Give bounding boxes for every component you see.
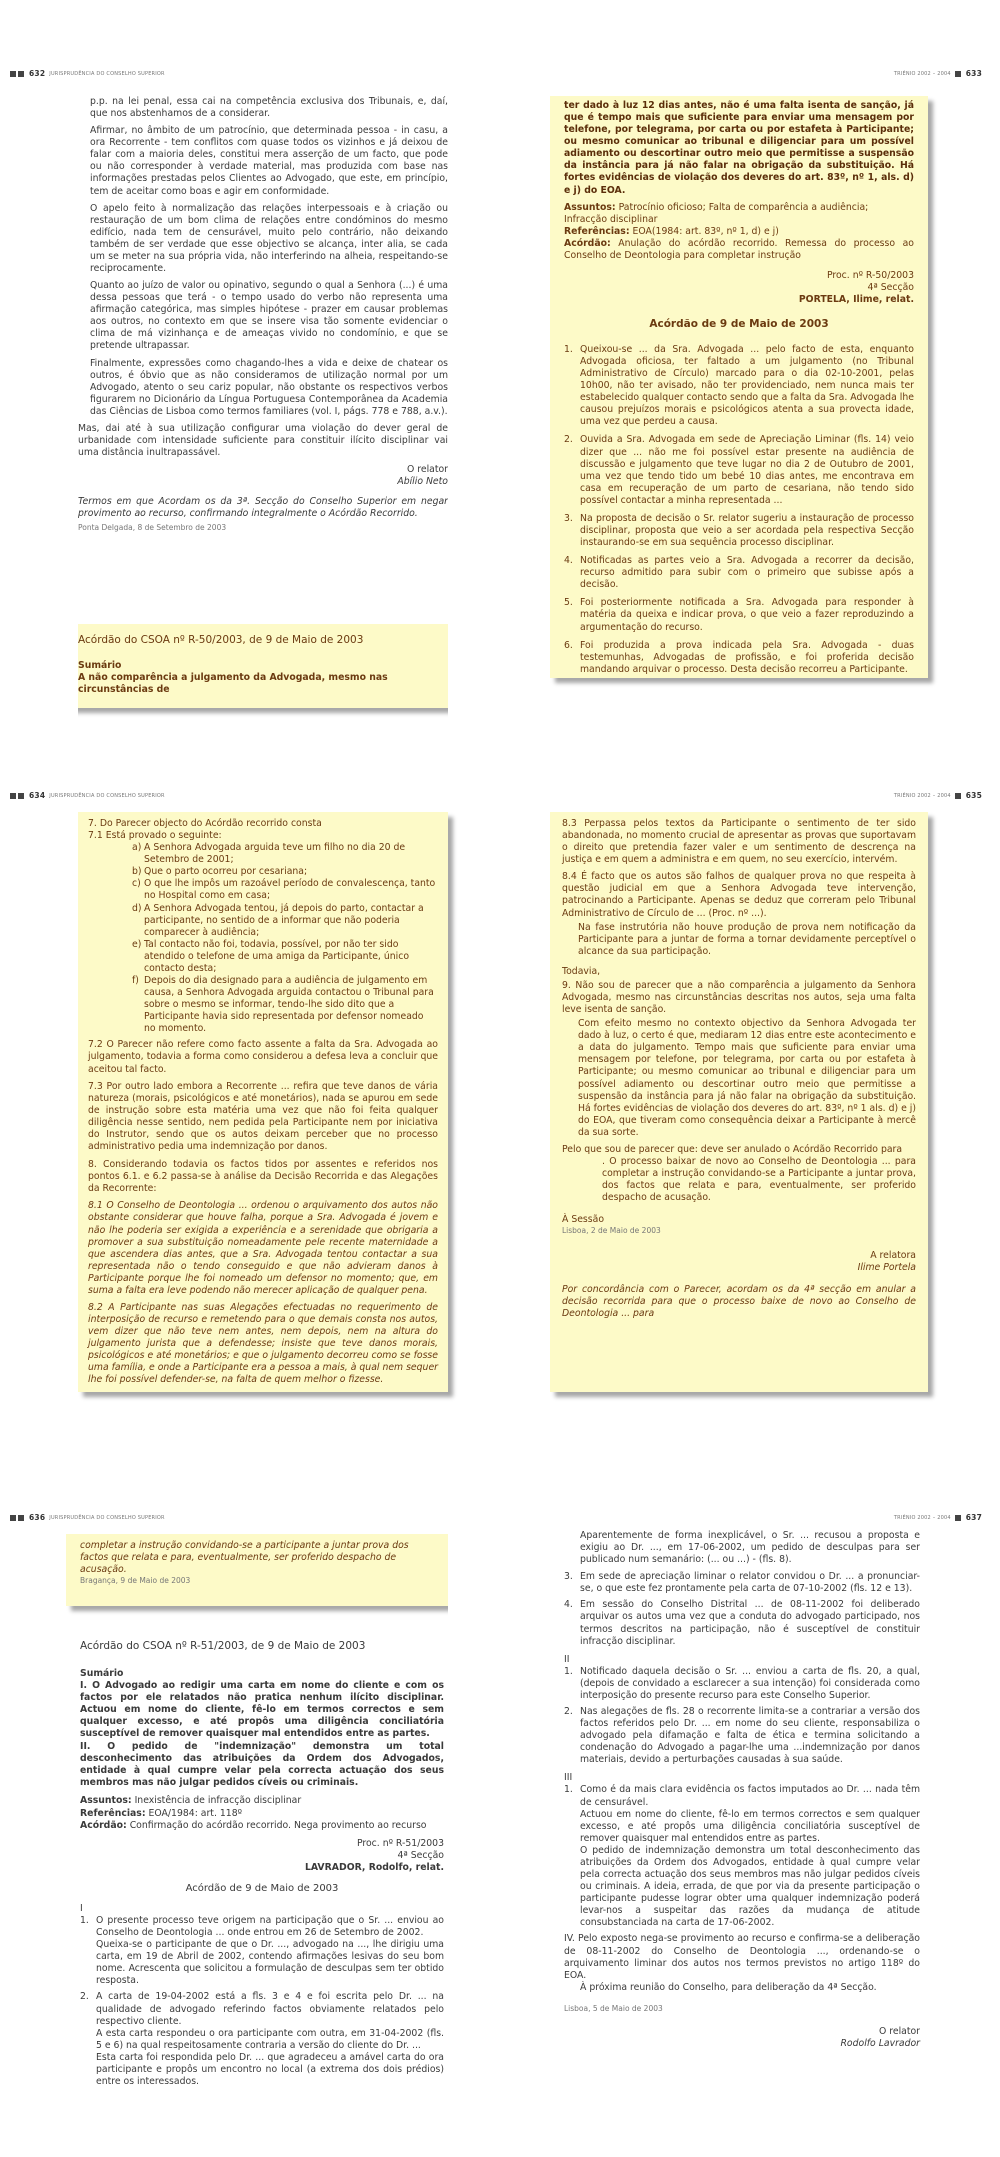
facts-list [564, 344, 914, 676]
relator: PORTELA, Ilime, relat. [798, 294, 914, 306]
header-square-icon [955, 793, 961, 799]
place-date: Lisboa, 2 de Maio de 2003 [562, 1226, 661, 1236]
place-date: Bragança, 9 de Maio de 2003 [80, 1576, 191, 1586]
spread-636-637 [0, 1512, 1000, 2157]
acordao-value: Anulação do acórdão recorrido. Remessa do processo ao Conselho de Deontologia para completar instrução [564, 237, 914, 261]
section-roman: I [80, 1902, 83, 1914]
paragraph: Na fase instrutória não houve produção de prova nem notificação da Participante para a juntar de forma a tornar devidamente perceptível o alcance da sua participação. [578, 921, 916, 957]
seccao: 4ª Secção [867, 282, 914, 294]
acordao-title: Acórdão de 9 de Maio de 2003 [185, 1882, 339, 1894]
assuntos-label: Assuntos: [564, 201, 616, 213]
page-637 [550, 1530, 928, 2150]
refs-label: Referências: [80, 1807, 146, 1819]
summary-text: II. O pedido de "indemnização" demonstra um total desconhecimento das atribuições da Ordem dos Advogados, entidade à qual cumpre velar pela correcta actuação dos seus membros mas não julgar pedidos cíveis ou criminais. [80, 1741, 444, 1789]
assuntos-line [80, 1795, 444, 1807]
paragraph: Todavia, [562, 965, 601, 977]
page-number: 635 [965, 791, 982, 801]
paragraph: Finalmente, expressões como chagando-lhes a vida e deixe de chatear os outros, é óbvio que as não consideramos de utilização normal por um Advogado, atento o seu cariz popular, não obstante os respectivos verbos figurarem no Dicionário da Língua Portuguesa Contemporânea da Academia das Ciências de Lisboa como termos familiares (vol. I, págs. 778 e 788, a.v.). [90, 357, 448, 417]
paragraph: Pelo que sou de parecer que: deve ser anulado o Acórdão Recorrido para [562, 1143, 903, 1155]
running-header-left [10, 1512, 165, 1524]
list-item: 1. O presente processo teve origem na participação que o Sr. ... enviou ao Conselho de Deontologia ... onde entrou em 26 de Setembro de 2002. Queixa-se o participante de que o Dr. ..., advogado na ..., lhe dirigiu uma carta, em 19 de Abril de 2002, contendo afirmações lesivas do seu bom nome. Acrescenta que solicitou a formulação de desculpas sem ter obtido resposta. [80, 1914, 444, 1987]
running-period: TRIÉNIO 2002 – 2004 [893, 792, 951, 799]
list-item: c) O que lhe impôs um razoável período de convalescença, tanto no Hospital como em casa; [132, 878, 436, 902]
list-item: 1. Como é da mais clara evidência os factos imputados ao Dr. ... nada têm de censurável. Actuou em nome do cliente, fê-lo em termos correctos e sem qualquer excesso, e até propôs uma diligência conciliatória susceptível de remover quaisquer mal entendidos entre as partes. O pedido de indemnização demonstra um total desconhecimento das atribuições da Ordem dos Advogados, entidade à qual cumpre velar pela correcta actuação dos seus membros mas não julgar pedidos cíveis ou criminais. A ideia, errada, de que por via da presente participação o participante pudesse lograr obter uma qualquer indemnização poderá levar-nos a suspeitar das razões da mudança de atitude consubstanciada na carta de 17-06-2002. [564, 1784, 920, 1929]
acordao-line [564, 238, 914, 262]
paragraph: Mas, dai até à sua utilização configurar uma violação do dever geral de urbanidade com intensidade suficiente para constituir ilícito disciplinar vai uma distância inultrapassável. [78, 422, 448, 459]
section-heading: 7. Do Parecer objecto do Acórdão recorrido consta [88, 818, 322, 829]
summary-box [78, 624, 448, 708]
closing-decision: Por concordância com o Parecer, acordam os da 4ª secção em anular a decisão recorrida para que o processo baixe de novo ao Conselho de Deontologia ... para [562, 1284, 916, 1320]
paragraph: 8. Considerando todavia os factos tidos por assentes e referidos nos pontos 6.1. e 6.2 passa-se à análise da Decisão Recorrida e das Alegações da Recorrente: [88, 1159, 438, 1195]
proc-number: Proc. nº R-50/2003 [826, 270, 914, 282]
page-number: 632 [29, 69, 46, 79]
section-roman: III [564, 1772, 573, 1784]
header-square-icon [18, 793, 24, 799]
conclusion: IV. Pelo exposto nega-se provimento ao recurso e confirma-se a deliberação de 08-11-2002 do Conselho de Deontologia ..., ordenando-se o arquivamento liminar dos autos nos termos previstos no artigo 118º do EOA. À próxima reunião do Conselho, para deliberação da 4ª Secção. [564, 1933, 920, 1993]
acordao-label: Acórdão: [564, 237, 611, 249]
closing-decision: Termos em que Acordam os da 3ª. Secção do Conselho Superior em negar provimento ao recurso, confirmando integralmente o Acórdão Recorrido. [78, 496, 448, 520]
page-633 [550, 96, 928, 678]
proc-number: Proc. nº R-51/2003 [356, 1837, 444, 1849]
list-item: 1. Queixou-se ... da Sra. Advogada ... pelo facto de esta, enquanto Advogada oficiosa, ter faltado a um julgamento (no Tribunal Administrativo de Círculo) marcado para o dia 02-10-2001, pelas 10h00, não ter avisado, não ter providenciado, nem nunca mais ter estabelecido qualquer contacto sendo que a falta da Sra. Advogada lhe causou prejuízos morais e psicológicos atenta a sua provecta idade, uma vez que perdeu a causa. [564, 343, 914, 428]
page-number: 636 [29, 1513, 46, 1523]
page-635 [550, 812, 928, 1392]
summary-heading: Sumário [78, 659, 122, 671]
list-item: 2. Nas alegações de fls. 28 o recorrente limita-se a contrariar a versão dos factos referidos pelo Dr. ... em nome do seu cliente, responsabiliza o advogado pela difamação e falta de ética e termina solicitando a condenação do Advogado a pagar-lhe uma ...indemnização por danos materiais, devido a perturbações causadas à sua saúde. [564, 1706, 920, 1766]
acordao-label: Acórdão: [80, 1819, 127, 1831]
refs-label: Referências: [564, 225, 630, 237]
acordao-title: Acórdão de 9 de Maio de 2003 [649, 318, 829, 331]
summary-text: I. O Advogado ao redigir uma carta em nome do cliente e com os factos por ele relatados não pratica nenhum ilícito disciplinar. Actuou em nome do cliente, fê-lo em termos correctos e sem qualquer excesso, e até propôs uma diligência conciliatória susceptível de remover quaisquer mal entendidos entre as partes. [80, 1679, 444, 1740]
list-item: f) Depois do dia designado para a audiência de julgamento em causa, a Senhora Advogada arguida contactou o Tribunal para sobre o mesmo se informar, tendo-lhe sido dito que a Participante havia sido representada por defensor nomeado no momento. [132, 975, 434, 1035]
paragraph: O apelo feito à normalização das relações interpessoais e à criação ou restauração de um bom clima de relações entre condóminos do mesmo edifício, nada tem de censurável, muito pelo contrário, não deixando também de ser verdade que esse objectivo se alcança, inter alia, se cada um se meter na sua própria vida, não interferindo na alheia, respeitando-se reciprocamente. [90, 202, 448, 275]
list-item: b) Que o parto ocorreu por cesariana; [132, 866, 308, 878]
paragraph: Afirmar, no âmbito de um patrocínio, que determinada pessoa - in casu, a ora Recorrente - tem conflitos com quase todos os vizinhos e já deixou de falar com a maioria deles, constitui mera asserção de um facto, que pode ou não corresponder à verdade material, mas produzida com base nas informações prestadas pelos Clientes ao Advogado, que este, em princípio, tem de aceitar como boas e agir em conformidade. [90, 125, 448, 197]
running-header-left [10, 790, 165, 802]
list-item: 5. Foi posteriormente notificada a Sra. Advogada para responder à matéria da queixa e indicar prova, o que veio a fazer reproduzindo a argumentação do recurso. [564, 597, 914, 633]
paragraph: 8.1 O Conselho de Deontologia ... ordenou o arquivamento dos autos não obstante considerar que houve falha, porque a Sra. Advogada é jovem e não lhe poderia ser exigida a experiência e a serenidade que obrigaria a promover a sua substituição nomeadamente pele recente maternidade a que ascendera dias antes, que a Sra. Advogada tentou contactar a sua representada não o tendo conseguido e que não advieram danos à Participante porque lhe foi nomeado um defensor no momento; que, em suma a falta era leve podendo não merecer aplicação de qualquer pena. [88, 1200, 438, 1296]
relatora-label: A relatora [870, 1250, 916, 1262]
running-title: JURISPRUDÊNCIA DO CONSELHO SUPERIOR [49, 1514, 165, 1521]
section-heading: 7.1 Está provado o seguinte: [88, 830, 222, 842]
acordao-value: Confirmação do acórdão recorrido. Nega provimento ao recurso [129, 1819, 427, 1831]
list-item: 2. A carta de 19-04-2002 está a fls. 3 e 4 e foi escrita pelo Dr. ... na qualidade de advogado referindo factos obviamente relatados pelo respectivo cliente. A esta carta respondeu o ora participante com outra, em 31-04-2002 (fls. 5 e 6) na qual respeitosamente contraria a versão do cliente do Dr. ... Esta carta foi respondida pelo Dr. ... que agradeceu a amável carta do ora participante e propôs um encontro no local (a extrema dos dois prédios) entre os interessados. [80, 1991, 444, 2087]
header-square-icon [18, 71, 24, 77]
running-title: JURISPRUDÊNCIA DO CONSELHO SUPERIOR [49, 70, 165, 77]
assuntos-value: Patrocínio oficioso; Falta de comparência a audiência; Infracção disciplinar [564, 201, 869, 225]
running-period: TRIÉNIO 2002 – 2004 [893, 70, 951, 77]
running-period: TRIÉNIO 2002 – 2004 [893, 1514, 951, 1521]
page-number: 633 [965, 69, 982, 79]
refs-value: EOA/1984: art. 118º [148, 1807, 242, 1819]
relatora-name: Ilime Portela [857, 1262, 916, 1274]
page-number: 637 [965, 1513, 982, 1523]
list-item: 2. Ouvida a Sra. Advogada em sede de Apreciação Liminar (fls. 14) veio dizer que ... não me foi possível estar presente na audiência de discussão e julgamento que teve lugar no dia 2 de Outubro de 2001, uma vez que tendo tido um bebé 10 dias antes, me encontrava em casa em recuperação de um parto de cesariana, não tendo sido possível contactar a minha representada ... [564, 434, 914, 506]
continuation-text: completar a instrução convidando-se a participante a juntar prova dos factos que relata e para, eventualmente, ser proferido despacho de acusação. [80, 1540, 409, 1576]
continuation-box [66, 1534, 448, 1606]
paragraph: 9. Não sou de parecer que a não comparência a julgamento da Senhora Advogada, mesmo nas circunstâncias descritas nos autos, seja uma falta leve isenta de sanção. [562, 979, 916, 1016]
list-item: 4. Notificadas as partes veio a Sra. Advogada a recorrer da decisão, recurso admitido para subir com o primeiro que subisse após a decisão. [564, 555, 914, 591]
list-item: 1. Notificado daquela decisão o Sr. ... enviou a carta de fls. 20, a qual, (depois de convidado a esclarecer a sua intenção) foi considerada como interposição do presente recurso para este Conselho Superior. [564, 1665, 920, 1701]
spread-632-633 [0, 68, 1000, 768]
header-square-icon [10, 71, 16, 77]
section-roman: II [564, 1653, 570, 1665]
running-header-right [894, 68, 986, 80]
paragraph: Quanto ao juízo de valor ou opinativo, segundo o qual a Senhora (...) é uma dessa pessoas que terá - o tempo usado do verbo não representa uma afirmação categórica, mas simples hipótese - prazer em causar problemas aos outros, no contexto em que se insere visa tão somente evidenciar o clima de má vizinhança e de ameaças vivido no condomínio, e que se pretende ultrapassar. [90, 280, 448, 352]
place-date: Ponta Delgada, 8 de Setembro de 2003 [78, 522, 227, 532]
refs-value: EOA(1984: art. 83º, nº 1, d) e j) [632, 225, 779, 237]
refs-line [564, 226, 914, 238]
list-item: 6. Foi produzida a prova indicada pela Sra. Advogada - duas testemunhas, Advogadas de profissão, e foi proferida decisão mandando arquivar o processo. Desta decisão recorreu a Participante. [564, 639, 914, 675]
assuntos-label: Assuntos: [80, 1795, 132, 1807]
acordao-line [80, 1820, 444, 1832]
seccao: 4ª Secção [397, 1849, 444, 1861]
relator-name: Abílio Neto [397, 476, 448, 488]
proven-facts-list [132, 842, 438, 1035]
header-square-icon [10, 793, 16, 799]
session-label: À Sessão [562, 1214, 605, 1226]
summary-continuation: ter dado à luz 12 dias antes, não é uma falta isenta de sanção, já que é tempo mais que suficiente para enviar uma mensagem por telefone, por telegrama, por carta ou por estafeta à Participante; ou mesmo comunicar ao tribunal e diligenciar para um possível adiamento ou descortinar outro meio que permitisse a suspensão da instância para já não falar na obrigação da substituição. Há fortes evidências de violação dos deveres do art. 83º, nº 1, als. d) e j) do EOA. [564, 100, 914, 196]
list-item: 4. Em sessão do Conselho Distrital ... de 08-11-2002 foi deliberado arquivar os autos uma vez que a conduta do advogado participado, nos termos descritos na participação, não é susceptível de constituir infracção disciplinar. [564, 1599, 920, 1647]
assuntos-value: Inexistência de infracção disciplinar [134, 1795, 302, 1807]
paragraph: 8.4 É facto que os autos são falhos de qualquer prova no que respeita à questão judicial em que a Senhora Advogada teve intervenção, patrocinando a Participante. Apenas se deduz que correram pelo Tribunal Administrativo de Círculo de ... (Proc. nº ...). [562, 871, 916, 919]
header-square-icon [10, 1515, 16, 1521]
page-636 [66, 1534, 448, 2154]
list-item: 3. Na proposta de decisão o Sr. relator sugeriu a instauração de processo disciplinar, proposta que veio a ser acordada pela respectiva Secção instaurando-se em sua sequência processo disciplinar. [564, 512, 914, 549]
header-square-icon [955, 71, 961, 77]
list-item: d) A Senhora Advogada tentou, já depois do parto, contactar a participante, no sentido de a informar que não poderia comparecer à audiência; [132, 902, 424, 938]
page-632 [78, 96, 448, 736]
page-number: 634 [29, 791, 46, 801]
relator-label: O relator [406, 464, 448, 476]
running-header-right [894, 1512, 986, 1524]
paragraph: p.p. na lei penal, essa cai na competência exclusiva dos Tribunais, e, daí, que nos abstenhamos de a considerar. [90, 96, 448, 120]
paragraph: 8.3 Perpassa pelos textos da Participante o sentimento de ter sido abandonada, no momento crucial de apresentar as provas que suportavam o direito que pretendia fazer valer e um sentimento de descrença na justiça e em quem a administra e em quem, no seu exercício, intervém. [562, 818, 916, 866]
paragraph: Aparentemente de forma inexplicável, o Sr. ... recusou a proposta e exigiu ao Dr. ..., em 17-06-2002, um pedido de desculpas para ser publicado num semanário: (... ou ...) - (fls. 8). [580, 1530, 920, 1566]
summary-text: A não comparência a julgamento da Advogada, mesmo nas circunstâncias de [78, 671, 388, 695]
paragraph: Com efeito mesmo no contexto objectivo da Senhora Advogada ter dado à luz, o certo é que, mediaram 12 dias entre este acontecimento e a data do julgamento. Tempo mais que suficiente para enviar uma mensagem por telefone, por telegrama, por carta ou por estafeta à Participante; ou mesmo comunicar ao tribunal e diligenciar para um possível adiamento ou descortinar outro meio que permitisse a suspensão da instância para já não falar na obrigação da substituição. Há fortes evidências de violação dos deveres do art. 83º, nº 1 als. d) e j) do EOA, que tiveram como consequência deixar a Participante à mercê da sua sorte. [578, 1018, 916, 1138]
running-header-left [10, 68, 165, 80]
refs-line [80, 1808, 444, 1820]
relator-label: O relator [878, 2025, 920, 2037]
summary-heading: Sumário [80, 1667, 124, 1679]
page-634 [78, 812, 448, 1392]
assuntos-line [564, 202, 914, 226]
list-item: 3. Em sede de apreciação liminar o relator convidou o Dr. ... a pronunciar-se, o que este fez prontamente pela carta de 07-10-2002 (fls. 12 e 13). [564, 1571, 920, 1595]
running-title: JURISPRUDÊNCIA DO CONSELHO SUPERIOR [49, 792, 165, 799]
list-item: e) Tal contacto não foi, todavia, possível, por não ter sido atendido o telefone de uma amiga da Participante, único contacto desta; [132, 938, 410, 974]
paragraph: . O processo baixar de novo ao Conselho de Deontologia ... para completar a instrução convidando-se a Participante a juntar prova, dos factos que relata e para, eventualmente, ser proferido despacho de acusação. [602, 1156, 916, 1204]
list-item: a) A Senhora Advogada arguida teve um filho no dia 20 de Setembro de 2001; [132, 842, 406, 866]
paragraph: 7.2 O Parecer não refere como facto assente a falta da Sra. Advogada ao julgamento, todavia a forma como considerou a defesa leva a concluir que aceitou tal facto. [88, 1039, 438, 1075]
header-square-icon [955, 1515, 961, 1521]
running-header-right [894, 790, 986, 802]
relator-name: Rodolfo Lavrador [840, 2037, 920, 2049]
case-title: Acórdão do CSOA nº R-51/2003, de 9 de Maio de 2003 [80, 1640, 366, 1652]
paragraph: 8.2 A Participante nas suas Alegações efectuadas no requerimento de interposição de recurso e remetendo para o que demais consta nos autos, vem dizer que não teve nem antes, nem depois, nem na altura do julgamento jurista que a defendesse; insiste que teve danos morais, psicológicos e até monetários; e que o julgamento decorreu como se fosse uma família, e onde a Participante era a pessoa a mais, à qual nem sequer lhe foi possível defender-se, na falta de quem melhor o fizesse. [88, 1301, 438, 1386]
spread-634-635 [0, 790, 1000, 1490]
paragraph: 7.3 Por outro lado embora a Recorrente ... refira que teve danos de vária natureza (morais, psicológicos e até monetários), nada se apurou em sede de instrução sobre esta matéria uma vez que não foi feita qualquer diligência nesse sentido, nem pedida pela Participante nem por iniciativa do Instrutor, sendo que os autos deixam perceber que no processo administrativo pedia uma indemnização por danos. [88, 1080, 438, 1153]
relator: LAVRADOR, Rodolfo, relat. [304, 1861, 444, 1873]
header-square-icon [18, 1515, 24, 1521]
place-date: Lisboa, 5 de Maio de 2003 [564, 2003, 663, 2013]
case-title: Acórdão do CSOA nº R-50/2003, de 9 de Maio de 2003 [78, 634, 364, 646]
